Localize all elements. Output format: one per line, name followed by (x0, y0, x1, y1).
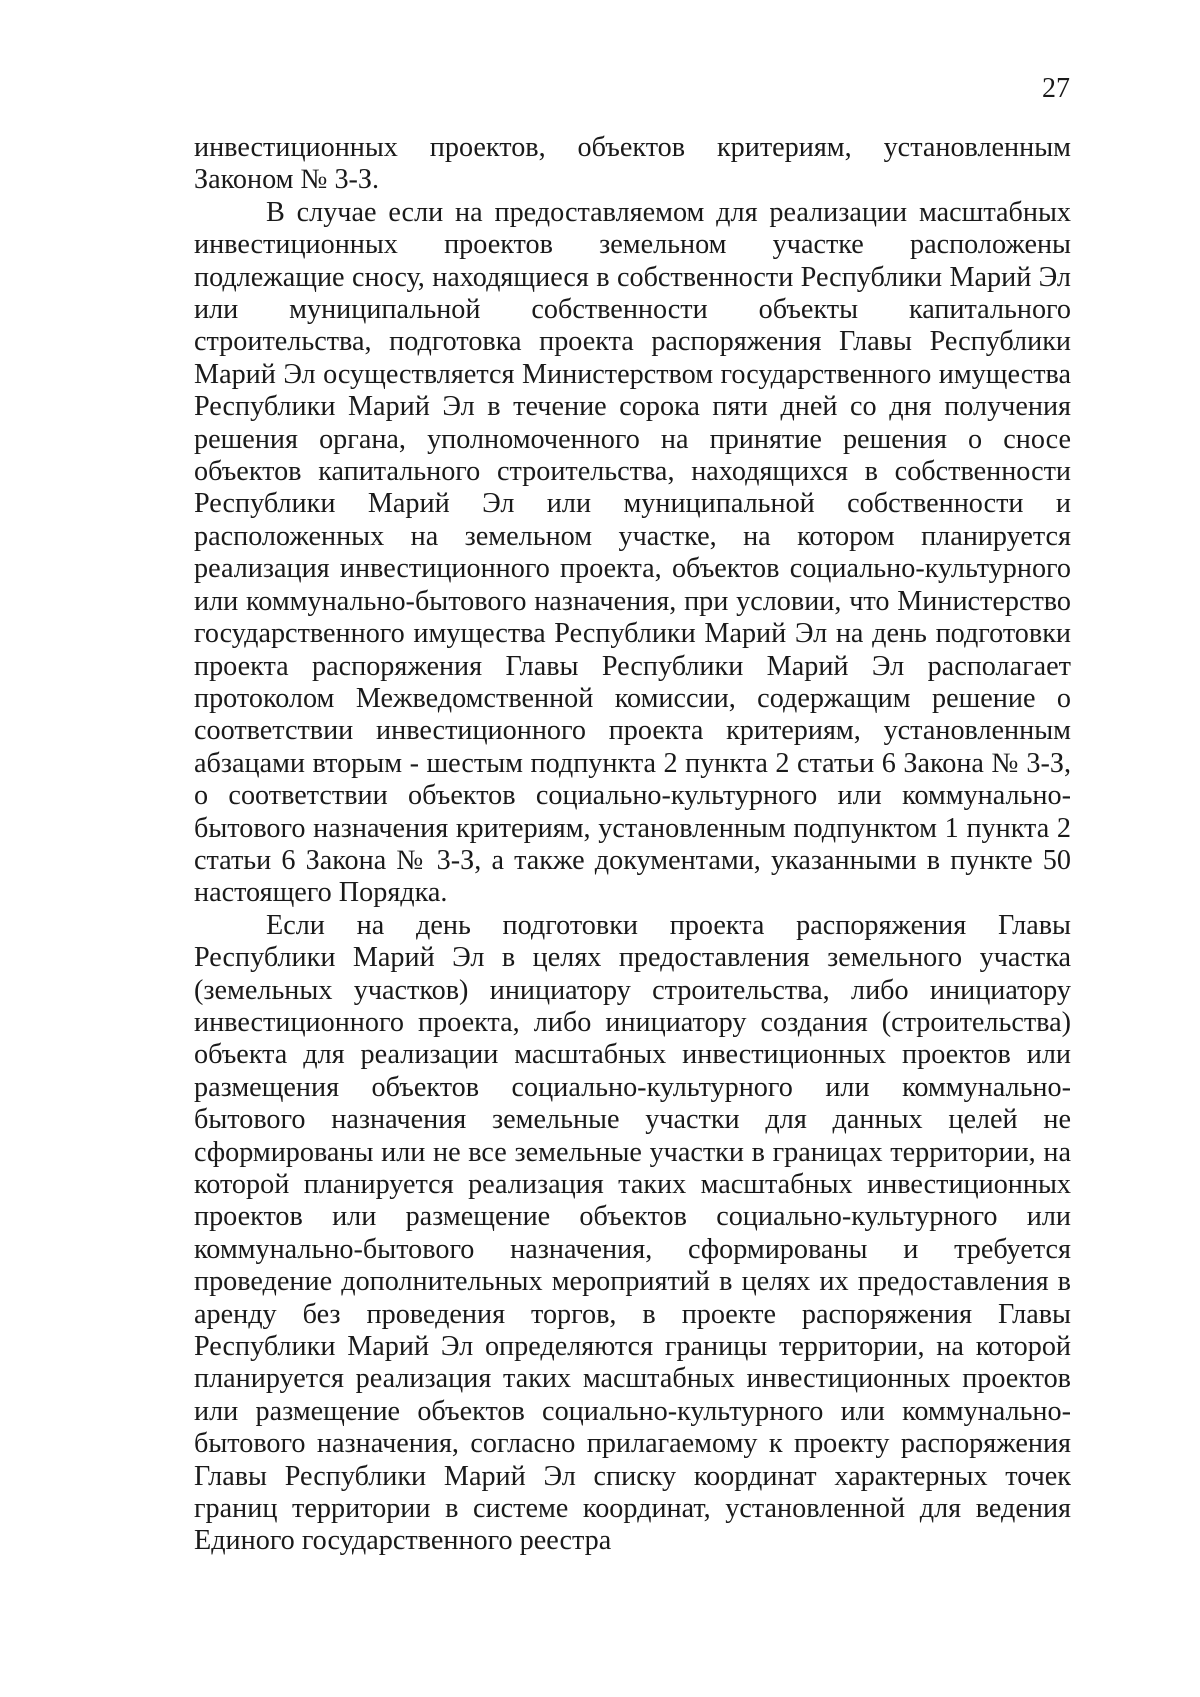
document-body (194, 132, 1071, 1558)
page-number: 27 (1042, 73, 1070, 104)
paragraph-demolition-case: В случае если на предоставляемом для реализации масштабных инвестиционных проектов земельном участке расположены подлежащие сносу, находящиеся в собственности Республики Марий Эл или муниципальной собственности объекты капитального строительства, подготовка проекта распоряжения Главы Республики Марий Эл осуществляется Министерством государственного имущества Республики Марий Эл в течение сорока пяти дней со дня получения решения органа, уполномоченного на принятие решения о сносе объектов капитального строительства, находящихся в собственности Республики Марий Эл или муниципальной собственности и расположенных на земельном участке, на котором планируется реализация инвестиционного проекта, объектов социально-культурного или коммунально-бытового назначения, при условии, что Министерство государственного имущества Республики Марий Эл на день подготовки проекта распоряжения Главы Республики Марий Эл располагает протоколом Межведомственной комиссии, содержащим решение о соответствии инвестиционного проекта критериям, установленным абзацами вторым - шестым подпункта 2 пункта 2 статьи 6 Закона № 3-З, о соответствии объектов социально-культурного или коммунально-бытового назначения критериям, установленным подпунктом 1 пункта 2 статьи 6 Закона № 3-З, а также документами, указанными в пункте 50 настоящего Порядка. (194, 196, 1071, 909)
paragraph-continuation: инвестиционных проектов, объектов критериям, установленным Законом № 3-З. (194, 132, 1071, 196)
paragraph-land-plots-case: Если на день подготовки проекта распоряжения Главы Республики Марий Эл в целях предоставления земельного участка (земельных участков) инициатору строительства, либо инициатору инвестиционного проекта, либо инициатору создания (строительства) объекта для реализации масштабных инвестиционных проектов или размещения объектов социально-культурного или коммунально-бытового назначения земельные участки для данных целей не сформированы или не все земельные участки в границах территории, на которой планируется реализация таких масштабных инвестиционных проектов или размещение объектов социально-культурного или коммунально-бытового назначения, сформированы и требуется проведение дополнительных мероприятий в целях их предоставления в аренду без проведения торгов, в проекте распоряжения Главы Республики Марий Эл определяются границы территории, на которой планируется реализация таких масштабных инвестиционных проектов или размещение объектов социально-культурного или коммунально-бытового назначения, согласно прилагаемому к проекту распоряжения Главы Республики Марий Эл списку координат характерных точек границ территории в системе координат, установленной для ведения Единого государственного реестра (194, 909, 1071, 1557)
